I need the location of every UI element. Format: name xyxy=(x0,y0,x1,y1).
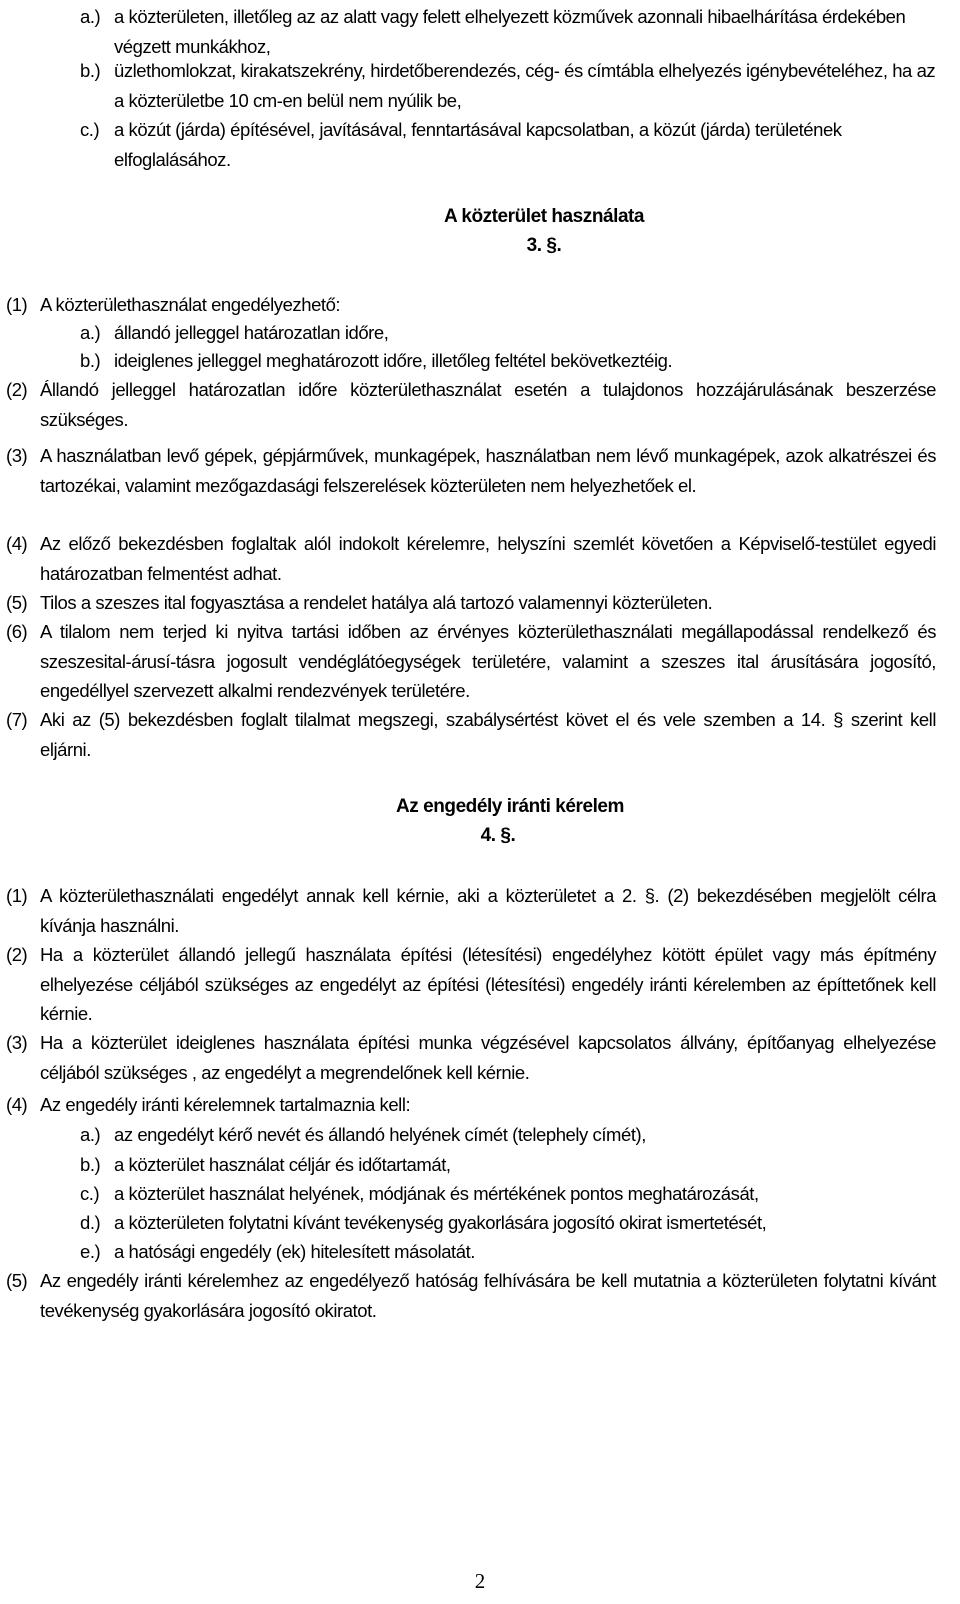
paragraph-text: Az engedély iránti kérelemnek tartalmaznia kell: xyxy=(40,1094,411,1115)
paragraph-label: (4) xyxy=(6,1094,28,1115)
paragraph xyxy=(6,1090,936,1120)
paragraph xyxy=(6,1266,936,1325)
paragraph xyxy=(6,705,936,764)
item-label: a.) xyxy=(80,6,101,27)
paragraph-text: Tilos a szeszes ital fogyasztása a rendelet hatálya alá tartozó valamennyi közterületen. xyxy=(40,592,713,613)
item-label: b.) xyxy=(80,350,101,371)
list-item xyxy=(80,2,940,61)
section-title: A közterület használata xyxy=(443,206,645,227)
item-label: c.) xyxy=(80,119,100,140)
paragraph-text: A használatban levő gépek, gépjárművek, munkagépek, használatban nem lévő munkagépek, azok alkatrészei és tartozékai, valamint mezőgazdasági felszerelések közterületen nem helyezhetőek el. xyxy=(40,445,936,496)
item-label: c.) xyxy=(80,1183,100,1204)
paragraph-label: (3) xyxy=(6,445,28,466)
paragraph-text: Az engedély iránti kérelemhez az engedélyező hatóság felhívására be kell mutatnia a közterületen folytatni kívánt tevékenység gyakorlására jogosító okiratot. xyxy=(40,1270,936,1321)
section-title: Az engedély iránti kérelem xyxy=(395,796,624,817)
item-label: e.) xyxy=(80,1241,101,1262)
item-text: a közterületen, illetőleg az az alatt vagy felett elhelyezett közművek azonnali hibaelhárítása érdekében végzett munkákhoz, xyxy=(114,6,906,57)
list-item xyxy=(80,56,940,115)
list-item xyxy=(80,1208,936,1238)
paragraph-label: (4) xyxy=(6,533,28,554)
item-text: a közterületen folytatni kívánt tevékenység gyakorlására jogosító okirat ismertetését, xyxy=(114,1212,767,1233)
paragraph-text: A közterülethasználat engedélyezhető: xyxy=(40,294,341,315)
item-label: b.) xyxy=(80,60,101,81)
paragraph xyxy=(6,617,936,706)
paragraph-label: (7) xyxy=(6,709,28,730)
paragraph xyxy=(6,441,936,500)
section-number: 4. §. xyxy=(480,825,516,846)
page-number: 2 xyxy=(474,1569,486,1593)
paragraph-text: Aki az (5) bekezdésben foglalt tilalmat megszegi, szabálysértést követ el és vele szemben a 14. § szerint kell eljárni. xyxy=(40,709,936,760)
paragraph-label: (1) xyxy=(6,885,28,906)
paragraph-label: (3) xyxy=(6,1032,28,1053)
list-item xyxy=(80,115,940,174)
paragraph-text: A tilalom nem terjed ki nyitva tartási időben az érvényes közterülethasználati megállapodással rendelkező és szeszesital-árusí-tásra jogosult vendéglátóegységek területére, valamint a szeszes ital árusítására jogosító, engedéllyel szervezett alkalmi rendezvények területére. xyxy=(40,621,936,701)
paragraph xyxy=(6,529,936,588)
list-item xyxy=(80,1237,936,1267)
paragraph-label: (1) xyxy=(6,294,28,315)
list-item xyxy=(80,318,936,348)
paragraph-label: (6) xyxy=(6,621,28,642)
paragraph-text: Állandó jelleggel határozatlan időre közterülethasználat esetén a tulajdonos hozzájárulásának beszerzése szükséges. xyxy=(40,379,936,430)
paragraph xyxy=(6,375,936,434)
paragraph-text: A közterülethasználati engedélyt annak kell kérnie, aki a közterületet a 2. §. (2) bekezdésében megjelölt célra kívánja használni. xyxy=(40,885,936,936)
list-item xyxy=(80,1120,936,1150)
item-label: a.) xyxy=(80,1124,101,1145)
paragraph xyxy=(6,881,936,940)
section-number: 3. §. xyxy=(526,235,562,256)
list-item xyxy=(80,346,936,376)
paragraph xyxy=(6,1028,936,1087)
item-text: a közterület használat céljár és időtartamát, xyxy=(114,1154,451,1175)
paragraph-label: (2) xyxy=(6,379,28,400)
item-text: ideiglenes jelleggel meghatározott időre, illetőleg feltétel bekövetkeztéig. xyxy=(114,350,673,371)
item-text: állandó jelleggel határozatlan időre, xyxy=(114,322,389,343)
item-text: az engedélyt kérő nevét és állandó helyének címét (telephely címét), xyxy=(114,1124,646,1145)
paragraph xyxy=(6,588,936,618)
list-item xyxy=(80,1150,936,1180)
item-label: a.) xyxy=(80,322,101,343)
item-text: üzlethomlokzat, kirakatszekrény, hirdetőberendezés, cég- és címtábla elhelyezés igénybevételéhez, ha az a közterületbe 10 cm-en belül nem nyúlik be, xyxy=(114,60,936,111)
item-label: b.) xyxy=(80,1154,101,1175)
paragraph-label: (5) xyxy=(6,592,28,613)
item-text: a közterület használat helyének, módjának és mértékének pontos meghatározását, xyxy=(114,1183,759,1204)
item-text: a közút (járda) építésével, javításával, fenntartásával kapcsolatban, a közút (járda) területének elfoglalásához. xyxy=(114,119,842,170)
paragraph-text: Ha a közterület ideiglenes használata építési munka végzésével kapcsolatos állvány, építőanyag elhelyezése céljából szükséges , az engedélyt a megrendelőnek kell kérnie. xyxy=(40,1032,936,1083)
paragraph-label: (2) xyxy=(6,944,28,965)
paragraph-text: Az előző bekezdésben foglaltak alól indokolt kérelemre, helyszíni szemlét követően a Képviselő-testület egyedi határozatban felmentést adhat. xyxy=(40,533,936,584)
item-text: a hatósági engedély (ek) hitelesített másolatát. xyxy=(114,1241,475,1262)
list-item xyxy=(80,1179,936,1209)
item-label: d.) xyxy=(80,1212,101,1233)
paragraph-label: (5) xyxy=(6,1270,28,1291)
paragraph-text: Ha a közterület állandó jellegű használata építési (létesítési) engedélyhez kötött épület vagy más építmény elhelyezése céljából szükséges az engedélyt az építési (létesítési) engedély iránti kérelemben az építtetőnek kell kérnie. xyxy=(40,944,936,1024)
paragraph xyxy=(6,940,936,1029)
paragraph xyxy=(6,290,936,320)
